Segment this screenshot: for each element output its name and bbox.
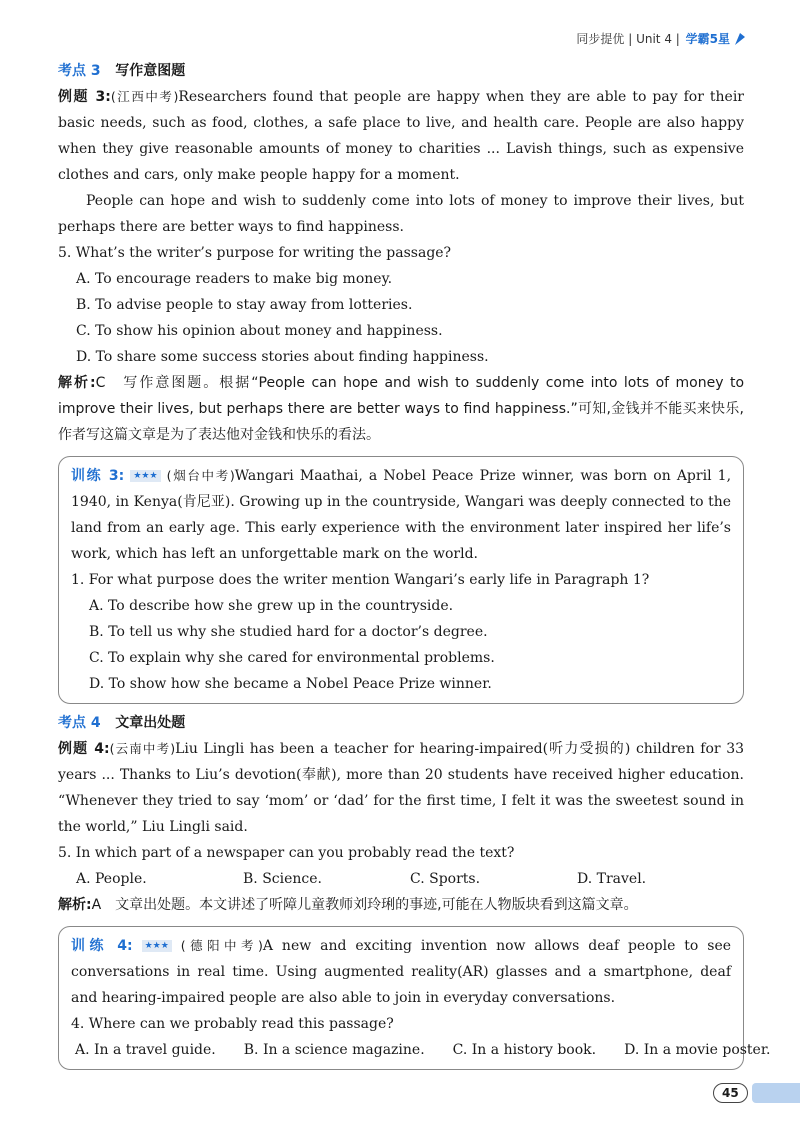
section-title: 写作意图题 bbox=[115, 63, 186, 79]
brand-flag-icon bbox=[732, 31, 748, 47]
passage-paragraph: Liu Lingli has been a teacher for hearing-impaired(听力受损的) children for 33 years ... Thanks to Liu’s devotion(奉献), more than 20 students have received higher education. “Whenever they tried to say ‘mom’ or ‘dad’ for the first time, I felt it was the sweetest sound in the world,” Liu Lingli said. bbox=[58, 741, 745, 835]
training-source: (烟台中考) bbox=[166, 468, 235, 483]
example-label: 例题 3: bbox=[58, 89, 111, 105]
option: B. In a science magazine. bbox=[243, 1042, 425, 1058]
difficulty-stars: ★★★ bbox=[142, 940, 172, 952]
page-tab-decoration bbox=[752, 1083, 800, 1103]
unit-label: Unit 4 bbox=[636, 31, 672, 46]
training-passage bbox=[71, 463, 731, 567]
page-number: 45 bbox=[713, 1083, 748, 1103]
training-passage bbox=[71, 933, 731, 1011]
page-footer bbox=[713, 1083, 800, 1103]
example-source: (云南中考) bbox=[109, 741, 176, 756]
answer-analysis bbox=[58, 892, 744, 918]
option: C. Sports. bbox=[410, 871, 481, 887]
answer-text: A 文章出处题。本文讲述了听障儿童教师刘玲琍的事迹,可能在人物版块看到这篇文章。 bbox=[91, 897, 638, 913]
example-3-passage bbox=[58, 84, 744, 188]
passage-paragraph: Researchers found that people are happy when they are able to pay for their basic needs, such as food, clothes, a safe place to live, and health care. People are also happy when they give reasonable amounts of money to charities ... Lavish things, such as expensive clothes and cars, only make people happy for a moment. bbox=[58, 89, 744, 183]
header-divider: | bbox=[624, 31, 637, 46]
option: D. In a movie poster. bbox=[624, 1042, 771, 1058]
answer-text: C 写作意图题。根据“People can hope and wish to suddenly come into lots of money to improve their lives, but perhaps there are better ways to find happiness.”可知,金钱并不能买来快乐,作者写这篇文章是为了表达他对金钱和快乐的看法。 bbox=[58, 375, 745, 443]
options-row bbox=[76, 866, 744, 892]
difficulty-stars: ★★★ bbox=[130, 470, 160, 482]
option: D. To show how she became a Nobel Peace Prize winner. bbox=[89, 676, 492, 692]
answer-label: 解析: bbox=[58, 375, 96, 391]
answer-analysis bbox=[58, 370, 744, 448]
option: B. Science. bbox=[243, 871, 322, 887]
section-3-heading bbox=[58, 58, 744, 84]
option: C. To explain why she cared for environmental problems. bbox=[89, 650, 495, 666]
passage-paragraph: People can hope and wish to suddenly come into lots of money to improve their lives, but perhaps there are better ways to find happiness. bbox=[58, 193, 744, 235]
options-row bbox=[75, 1037, 771, 1063]
page-header bbox=[576, 30, 748, 47]
option: C. To show his opinion about money and happiness. bbox=[76, 323, 443, 339]
example-label: 例题 4: bbox=[58, 741, 110, 757]
brand-name: 学霸5星 bbox=[685, 32, 730, 46]
option: D. Travel. bbox=[577, 871, 647, 887]
training-source: (德阳中考) bbox=[180, 938, 263, 953]
option: D. To share some success stories about finding happiness. bbox=[76, 349, 489, 365]
passage-paragraph: Wangari Maathai, a Nobel Peace Prize winner, was born on April 1, 1940, in Kenya(肯尼亚). Growing up in the countryside, Wangari was deeply connected to the land from an early age. This early experience with the environment later inspired her life’s work, which has left an unforgettable mark on the world. bbox=[71, 468, 732, 562]
section-tag: 考点 3 bbox=[58, 63, 101, 79]
option: B. To advise people to stay away from lotteries. bbox=[76, 297, 413, 313]
header-divider: | bbox=[671, 31, 684, 46]
option: C. In a history book. bbox=[452, 1042, 597, 1058]
section-tag: 考点 4 bbox=[58, 715, 101, 731]
answer-label: 解析: bbox=[58, 897, 92, 913]
page-content bbox=[58, 58, 771, 1076]
section-title: 文章出处题 bbox=[115, 715, 186, 731]
question: 4. Where can we probably read this passage? bbox=[71, 1016, 394, 1032]
question: 1. For what purpose does the writer mention Wangari’s early life in Paragraph 1? bbox=[71, 572, 650, 588]
example-source: (江西中考) bbox=[110, 89, 179, 104]
training-3-box bbox=[58, 456, 744, 704]
training-label: 训练 3: bbox=[71, 468, 125, 484]
option: A. To describe how she grew up in the countryside. bbox=[89, 598, 454, 614]
passage-paragraph: A new and exciting invention now allows deaf people to see conversations in real time. Using augmented reality(AR) glasses and a smartphone, deaf and hearing-impaired people are also able to join in everyday conversations. bbox=[71, 938, 732, 1006]
section-4-heading bbox=[58, 710, 744, 736]
example-4-passage bbox=[58, 736, 744, 840]
question: 5. In which part of a newspaper can you probably read the text? bbox=[58, 845, 515, 861]
option: A. People. bbox=[76, 871, 147, 887]
question: 5. What’s the writer’s purpose for writing the passage? bbox=[58, 245, 452, 261]
training-4-box bbox=[58, 926, 771, 1070]
option: B. To tell us why she studied hard for a doctor’s degree. bbox=[89, 624, 488, 640]
training-label: 训练 4: bbox=[71, 938, 133, 954]
option: A. To encourage readers to make big money. bbox=[76, 271, 393, 287]
series-name: 同步提优 bbox=[576, 32, 625, 46]
option: A. In a travel guide. bbox=[75, 1042, 216, 1058]
